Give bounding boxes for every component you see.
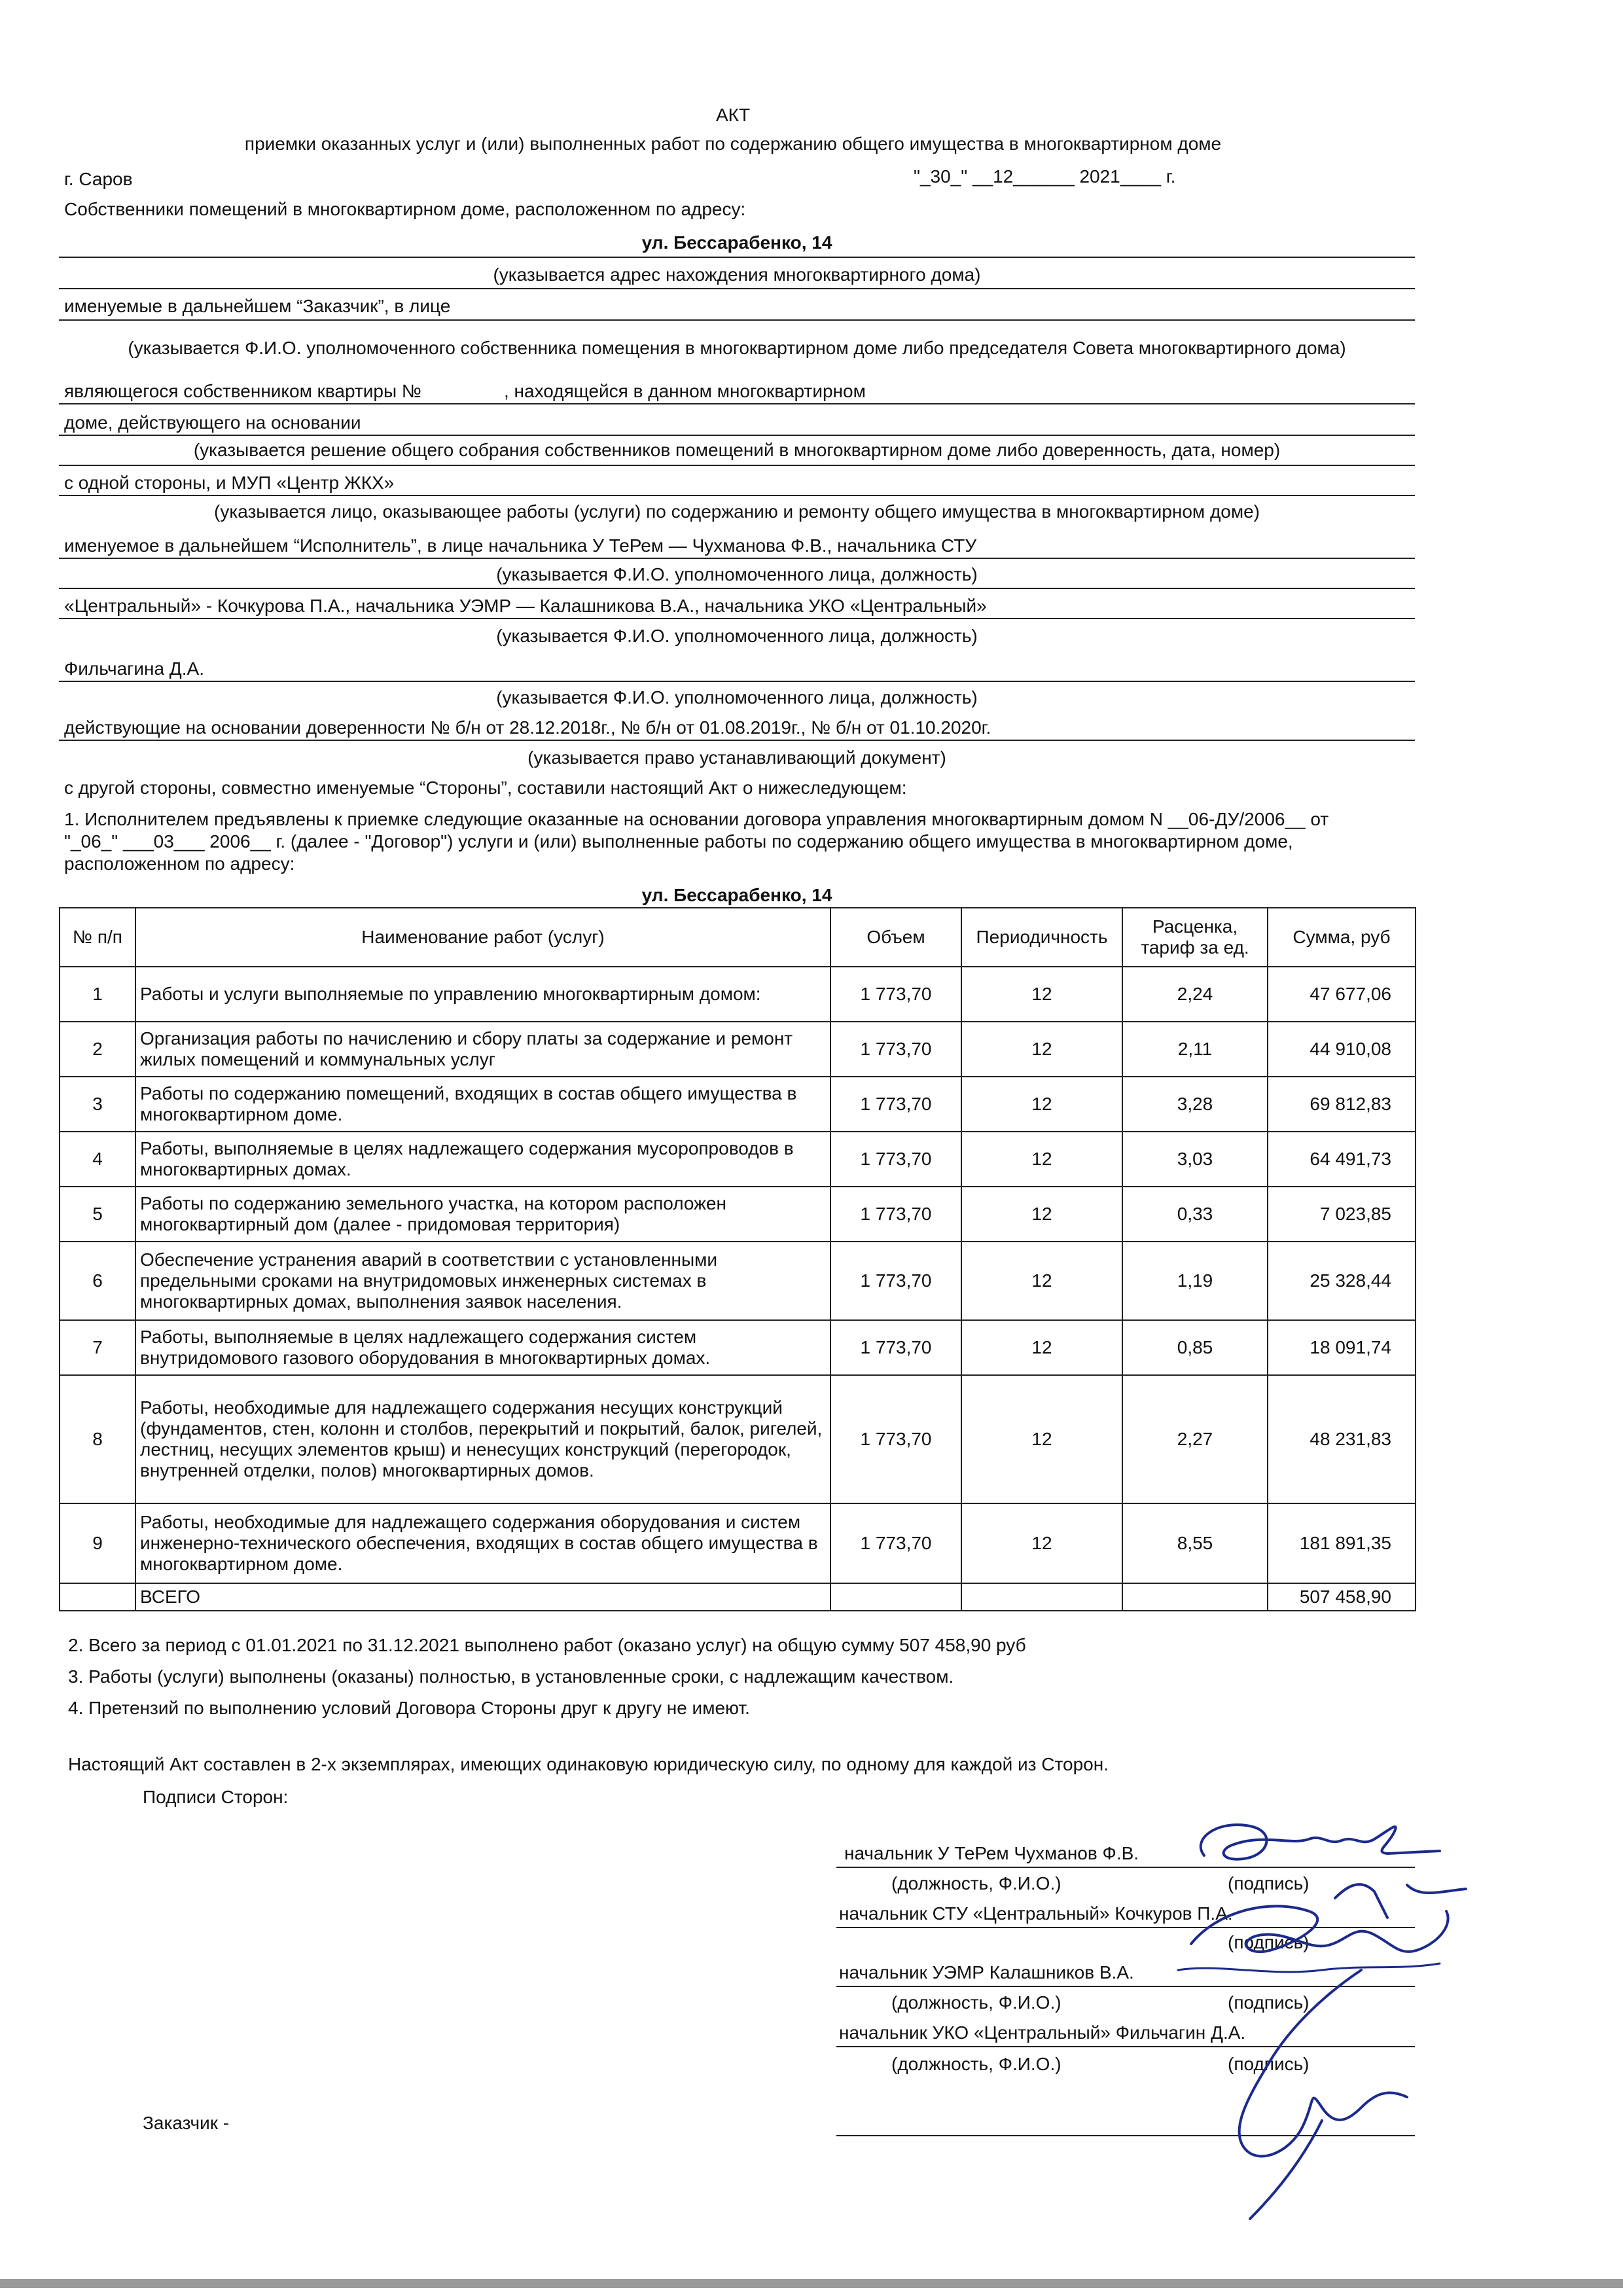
rule (59, 558, 1415, 559)
row-volume: 1 773,70 (830, 1187, 961, 1242)
table-row (60, 1503, 1416, 1583)
row-num: 4 (60, 1132, 135, 1187)
owner-apartment-label: являющегося собственником квартиры № (64, 381, 421, 401)
row-name: Работы по содержанию помещений, входящих в состав общего имущества в многоквартирном доме. (135, 1077, 830, 1132)
table-header-row (60, 908, 1416, 967)
signatory-1: начальник У ТеРем Чухманов Ф.В. (844, 1843, 1139, 1863)
row-rate: 3,03 (1122, 1132, 1268, 1187)
row-rate: 1,19 (1122, 1242, 1268, 1320)
power-of-attorney: действующие на основании доверенности № б/н от 28.12.2018г., № б/н от 01.08.2019г., № б/н от 01.10.2020г. (64, 717, 991, 738)
executor-line-2: «Центральный» - Кочкурова П.А., начальника УЭМР — Калашникова В.А., начальника УКО «Центральный» (64, 596, 987, 616)
total-sum: 507 458,90 (1268, 1583, 1416, 1611)
row-rate: 2,24 (1122, 967, 1268, 1022)
col-header-rate-line-2: тариф за ед. (1141, 937, 1249, 958)
col-header-name: Наименование работ (услуг) (135, 908, 830, 967)
total-empty (830, 1583, 961, 1611)
sign-hint: (подпись) (1228, 1992, 1310, 2013)
row-sum: 48 231,83 (1268, 1375, 1416, 1503)
row-num: 6 (60, 1242, 135, 1320)
row-period: 12 (961, 1375, 1122, 1503)
scan-edge (0, 2279, 1623, 2288)
row-volume: 1 773,70 (830, 1022, 961, 1077)
handwritten-signature-3 (1191, 1957, 1440, 2232)
col-header-sum: Сумма, руб (1268, 908, 1416, 967)
clause-1-line-1: 1. Исполнителем предъявлены к приемке следующие оказанные на основании договора управления многоквартирным домом N __06-ДУ/2006__ от (64, 809, 1329, 829)
row-sum: 7 023,85 (1268, 1187, 1416, 1242)
rule (59, 288, 1415, 289)
row-name: Работы, выполняемые в целях надлежащего содержания систем внутридомового газового оборудования в многоквартирных домах. (135, 1320, 830, 1375)
other-side: с другой стороны, совместно именуемые “Стороны”, составили настоящий Акт о нижеследующем: (64, 778, 907, 798)
table-row (60, 1187, 1416, 1242)
position-hint: (должность, Ф.И.О.) (891, 1992, 1061, 2013)
owner-apartment-continuation: , находящейся в данном многоквартирном (504, 381, 866, 401)
row-period: 12 (961, 1022, 1122, 1077)
row-sum: 44 910,08 (1268, 1022, 1416, 1077)
row-num: 2 (60, 1022, 135, 1077)
sign-hint: (подпись) (1228, 1932, 1310, 1952)
table-row (60, 1077, 1416, 1132)
row-name: Работы, необходимые для надлежащего содержания оборудования и систем инженерно-технического обеспечения, входящих в состав общего имущества в многоквартирном доме. (135, 1503, 830, 1583)
power-hint: (указывается право устанавливающий документ) (527, 747, 946, 768)
row-num: 9 (60, 1503, 135, 1583)
row-volume: 1 773,70 (830, 1132, 961, 1187)
row-rate: 0,33 (1122, 1187, 1268, 1242)
rule (59, 435, 1415, 436)
table-row (60, 967, 1416, 1022)
row-volume: 1 773,70 (830, 1077, 961, 1132)
row-rate: 3,28 (1122, 1077, 1268, 1132)
table-address: ул. Бессарабенко, 14 (641, 885, 832, 905)
row-name: Обеспечение устранения аварий в соответствии с установленными предельными сроками на внутридомовых инженерных системах в многоквартирных домах, выполнения заявок населения. (135, 1242, 830, 1320)
table-row (60, 1132, 1416, 1187)
col-header-volume: Объем (830, 908, 961, 967)
works-table (59, 907, 1416, 1611)
total-empty (1122, 1583, 1268, 1611)
row-num: 3 (60, 1077, 135, 1132)
total-empty (60, 1583, 135, 1611)
rule (59, 465, 1415, 466)
signatory-3: начальник УЭМР Калашников В.А. (839, 1962, 1134, 1982)
row-num: 5 (60, 1187, 135, 1242)
row-period: 12 (961, 1503, 1122, 1583)
copies-note: Настоящий Акт составлен в 2-х экземплярах, имеющих одинаковую юридическую силу, по одному для каждой из Сторон. (68, 1754, 1109, 1774)
table-row (60, 1242, 1416, 1320)
row-num: 7 (60, 1320, 135, 1375)
acting-basis-hint: (указывается решение общего собрания собственников помещений в многоквартирном доме либо доверенность, дата, номер) (193, 440, 1281, 460)
rule (59, 740, 1415, 741)
sign-hint: (подпись) (1228, 2054, 1310, 2074)
position-hint: (должность, Ф.И.О.) (891, 1873, 1061, 1893)
customer-line: именуемые в дальнейшем “Заказчик”, в лице (64, 296, 451, 316)
city: г. Саров (64, 169, 133, 189)
table-row (60, 1375, 1416, 1503)
executor-hint: (указывается Ф.И.О. уполномоченного лица, должность) (496, 564, 978, 584)
rule (59, 403, 1415, 404)
executor-line: именуемое в дальнейшем “Исполнитель”, в лице начальника У ТеРем — Чухманова Ф.В., начальника СТУ (64, 535, 977, 556)
row-period: 12 (961, 1320, 1122, 1375)
row-sum: 181 891,35 (1268, 1503, 1416, 1583)
address: ул. Бессарабенко, 14 (641, 232, 832, 253)
customer-hint: (указывается Ф.И.О. уполномоченного собственника помещения в многоквартирном доме либо председателя Совета многоквартирного дома) (128, 338, 1346, 358)
signatory-4: начальник УКО «Центральный» Фильчагин Д.А. (839, 2022, 1246, 2043)
clause-2: 2. Всего за период с 01.01.2021 по 31.12.2021 выполнено работ (оказано услуг) на общую сумму 507 458,90 руб (68, 1635, 1026, 1655)
act-date: "_30_" __12______ 2021____ г. (914, 166, 1176, 187)
row-period: 12 (961, 1187, 1122, 1242)
sign-hint: (подпись) (1228, 1873, 1310, 1893)
rule (59, 588, 1415, 589)
one-side: с одной стороны, и МУП «Центр ЖКХ» (64, 473, 395, 493)
col-header-num: № п/п (60, 908, 135, 967)
row-volume: 1 773,70 (830, 1503, 961, 1583)
document-subtitle: приемки оказанных услуг и (или) выполненных работ по содержанию общего имущества в многоквартирном доме (244, 134, 1222, 154)
handwritten-signature-1 (1178, 1793, 1453, 1885)
row-volume: 1 773,70 (830, 1375, 961, 1503)
rule (59, 495, 1415, 496)
row-name: Работы, необходимые для надлежащего содержания несущих конструкций (фундаментов, стен, колонн и столбов, перекрытий и покрытий, балок, ригелей, лестниц, несущих элементов крыш) и ненесущих конструкций (перегородок, внутренней отделки, полов) многоквартирных домов. (135, 1375, 830, 1503)
row-volume: 1 773,70 (830, 1320, 961, 1375)
rule (59, 319, 1415, 321)
one-side-hint: (указывается лицо, оказывающее работы (услуги) по содержанию и ремонту общего имущества в многоквартирном доме) (214, 501, 1260, 522)
row-sum: 18 091,74 (1268, 1320, 1416, 1375)
row-rate: 0,85 (1122, 1320, 1268, 1375)
row-sum: 69 812,83 (1268, 1077, 1416, 1132)
address-hint: (указывается адрес нахождения многоквартирного дома) (493, 264, 981, 285)
row-name: Работы по содержанию земельного участка, на котором расположен многоквартирный дом (далее - придомовая территория) (135, 1187, 830, 1242)
row-name: Работы и услуги выполняемые по управлению многоквартирным домом: (135, 967, 830, 1022)
clause-4: 4. Претензий по выполнению условий Договора Стороны друг к другу не имеют. (68, 1698, 750, 1718)
executor-hint-3: (указывается Ф.И.О. уполномоченного лица, должность) (496, 687, 978, 708)
row-name: Организация работы по начислению и сбору платы за содержание и ремонт жилых помещений и коммунальных услуг (135, 1022, 830, 1077)
customer-signature-label: Заказчик - (143, 2113, 230, 2133)
executor-hint-2: (указывается Ф.И.О. уполномоченного лица, должность) (496, 626, 978, 646)
row-period: 12 (961, 1132, 1122, 1187)
rule (59, 618, 1415, 619)
row-sum: 25 328,44 (1268, 1242, 1416, 1320)
signatory-2: начальник СТУ «Центральный» Кочкуров П.А. (839, 1903, 1233, 1924)
clause-1-line-3: расположенном по адресу: (64, 853, 295, 874)
row-num: 1 (60, 967, 135, 1022)
row-num: 8 (60, 1375, 135, 1503)
clause-3: 3. Работы (услуги) выполнены (оказаны) полностью, в установленные сроки, с надлежащим качеством. (68, 1666, 954, 1687)
document-title: АКТ (715, 105, 751, 125)
owners-line: Собственники помещений в многоквартирном доме, расположенном по адресу: (64, 199, 746, 219)
acting-basis: доме, действующего на основании (64, 412, 361, 433)
col-header-rate (1122, 908, 1268, 967)
address-underline (59, 257, 1415, 258)
position-hint: (должность, Ф.И.О.) (891, 2054, 1061, 2074)
row-sum: 64 491,73 (1268, 1132, 1416, 1187)
total-label: ВСЕГО (135, 1583, 830, 1611)
row-period: 12 (961, 967, 1122, 1022)
row-volume: 1 773,70 (830, 1242, 961, 1320)
row-name: Работы, выполняемые в целях надлежащего содержания мусоропроводов в многоквартирных домах. (135, 1132, 830, 1187)
signatures-title: Подписи Сторон: (143, 1787, 289, 1807)
row-volume: 1 773,70 (830, 967, 961, 1022)
table-row (60, 1320, 1416, 1375)
row-rate: 8,55 (1122, 1503, 1268, 1583)
row-sum: 47 677,06 (1268, 967, 1416, 1022)
row-period: 12 (961, 1077, 1122, 1132)
col-header-rate-line-1: Расценка, (1152, 916, 1238, 937)
clause-1-line-2: "_06_" ___03___ 2006__ г. (далее - "Договор") услуги и (или) выполненные работы по содержанию общего имущества в многоквартирном доме, (64, 831, 1293, 852)
row-rate: 2,27 (1122, 1375, 1268, 1503)
rule (59, 681, 1415, 682)
table-row (60, 1022, 1416, 1077)
row-period: 12 (961, 1242, 1122, 1320)
total-empty (961, 1583, 1122, 1611)
row-rate: 2,11 (1122, 1022, 1268, 1077)
col-header-period: Периодичность (961, 908, 1122, 967)
table-total-row (60, 1583, 1416, 1611)
executor-line-3: Фильчагина Д.А. (64, 658, 205, 679)
